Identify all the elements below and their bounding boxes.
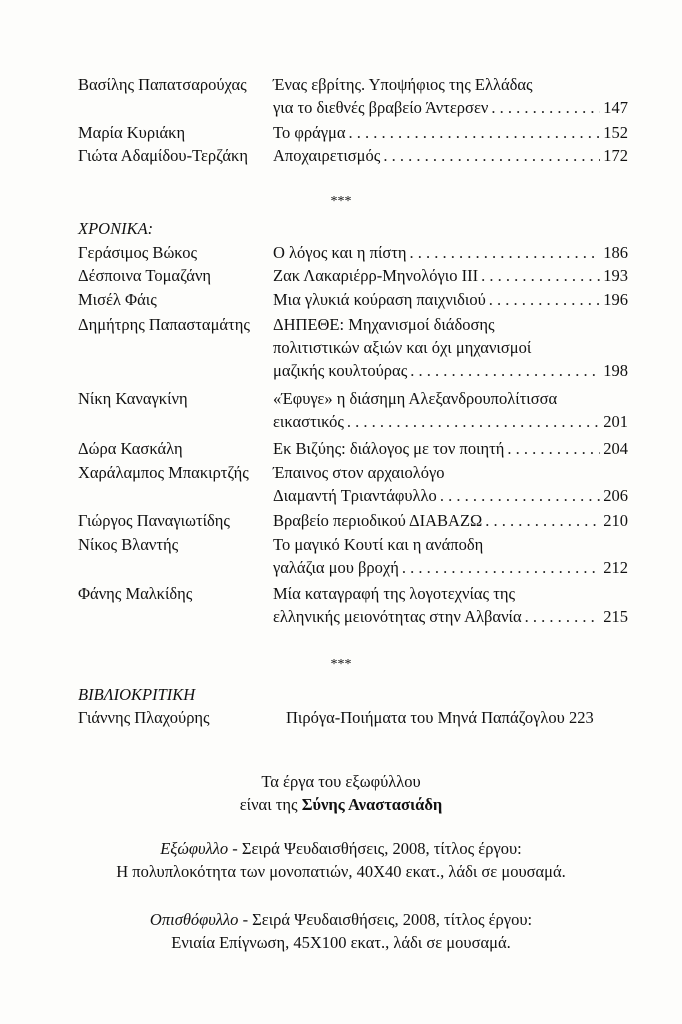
entry-title: Το φράγμα . . . 152 xyxy=(273,121,628,144)
credits-artist-line: είναι της Σύνης Αναστασιάδη xyxy=(239,795,443,814)
credits-line: Τα έργα του εξωφύλλου xyxy=(261,772,421,791)
entry-title: «Έφυγε» η διάσημη Αλεξανδρουπολίτισσα εικαστικός . . . 201 xyxy=(273,387,628,433)
page-number: 147 xyxy=(603,98,628,117)
page-number: 212 xyxy=(603,558,628,577)
entry-author: Γεράσιμος Βώκος xyxy=(78,243,198,262)
page-number: 206 xyxy=(603,486,628,505)
entry-author: Δώρα Κασκάλη xyxy=(78,439,183,458)
entry-author: Γιώργος Παναγιωτίδης xyxy=(78,511,230,530)
back-cover-credit: Οπισθόφυλλο - Σειρά Ψευδαισθήσεις, 2008, τίτλος έργου: Ενιαία Επίγνωση, 45X100 εκατ., λάδι σε μουσαμά. xyxy=(149,910,533,952)
page-number: 201 xyxy=(603,412,628,431)
separator: *** xyxy=(330,194,352,209)
entry-title: Βραβείο περιοδικού ΔΙΑΒΑΖΩ . . . 210 xyxy=(273,509,628,532)
artist-name: Σύνης Αναστασιάδη xyxy=(301,795,443,814)
page-number: 198 xyxy=(603,361,628,380)
page-number: 152 xyxy=(603,123,628,142)
section-heading-chronika: ΧΡΟΝΙΚΑ: xyxy=(78,219,154,238)
entry-author: Μαρία Κυριάκη xyxy=(78,123,186,142)
entry-title: Εκ Βιζύης: διάλογος με τον ποιητή . . . 204 xyxy=(273,437,628,460)
page-number: 172 xyxy=(603,146,628,165)
page-number: 204 xyxy=(603,439,628,458)
entry-author: Γιώτα Αδαμίδου-Τερζάκη xyxy=(78,146,248,165)
entry-author: Νίκη Καναγκίνη xyxy=(78,389,188,408)
entry-title: Μια γλυκιά κούραση παιχνιδιού . . . 196 xyxy=(273,288,628,311)
front-cover-label: Εξώφυλλο xyxy=(160,839,229,858)
entry-author: Γιάννης Πλαχούρης xyxy=(78,708,210,727)
entry-title: Ένας εβρίτης. Υποψήφιος της Ελλάδας για το διεθνές βραβείο Άντερσεν . . . 147 xyxy=(273,73,628,119)
entry-title: ΔΗΠΕΘΕ: Μηχανισμοί διάδοσης πολιτιστικών αξιών και όχι μηχανισμοί μαζικής κουλτούρας . . . 198 xyxy=(273,313,628,382)
entry-author: Φάνης Μαλκίδης xyxy=(78,584,193,603)
entry-title: Έπαινος στον αρχαιολόγο Διαμαντή Τριαντάφυλλο . . . 206 xyxy=(273,461,628,507)
page-number: 196 xyxy=(603,290,628,309)
entry-title: Ο λόγος και η πίστη . . . 186 xyxy=(273,241,628,264)
entry-author: Βασίλης Παπατσαρούχας xyxy=(78,75,247,94)
section-heading-review: ΒΙΒΛΙΟΚΡΙΤΙΚΗ xyxy=(78,685,196,704)
cover-credits xyxy=(0,770,682,816)
entry-title: Πιρόγα-Ποιήματα του Μηνά Παπάζογλου 223 xyxy=(286,708,594,727)
front-cover-credit: Εξώφυλλο - Σειρά Ψευδαισθήσεις, 2008, τίτλος έργου: Η πολυπλοκότητα των μονοπατιών, 40X40 εκατ., λάδι σε μουσαμά. xyxy=(116,839,566,881)
back-cover-label: Οπισθόφυλλο xyxy=(149,910,239,929)
entry-title: Μία καταγραφή της λογοτεχνίας της ελληνικής μειονότητας στην Αλβανία . . . 215 xyxy=(273,582,628,628)
entry-author: Δημήτρης Παπασταμάτης xyxy=(78,315,250,334)
entry-title: Αποχαιρετισμός . . . 172 xyxy=(273,144,628,167)
entry-author: Χαράλαμπος Μπακιρτζής xyxy=(78,463,249,482)
entry-author: Δέσποινα Τομαζάνη xyxy=(78,266,212,285)
page-number: 193 xyxy=(603,266,628,285)
entry-title: Το μαγικό Κουτί και η ανάποδη γαλάζια μου βροχή . . . 212 xyxy=(273,533,628,579)
page-number: 186 xyxy=(603,243,628,262)
separator: *** xyxy=(330,657,352,672)
entry-title: Ζακ Λακαριέρρ-Μηνολόγιο ΙΙΙ . . . 193 xyxy=(273,264,628,287)
page-number: 215 xyxy=(603,607,628,626)
page-number: 210 xyxy=(603,511,628,530)
entry-author: Νίκος Βλαντής xyxy=(78,535,179,554)
entry-author: Μισέλ Φάις xyxy=(78,290,157,309)
